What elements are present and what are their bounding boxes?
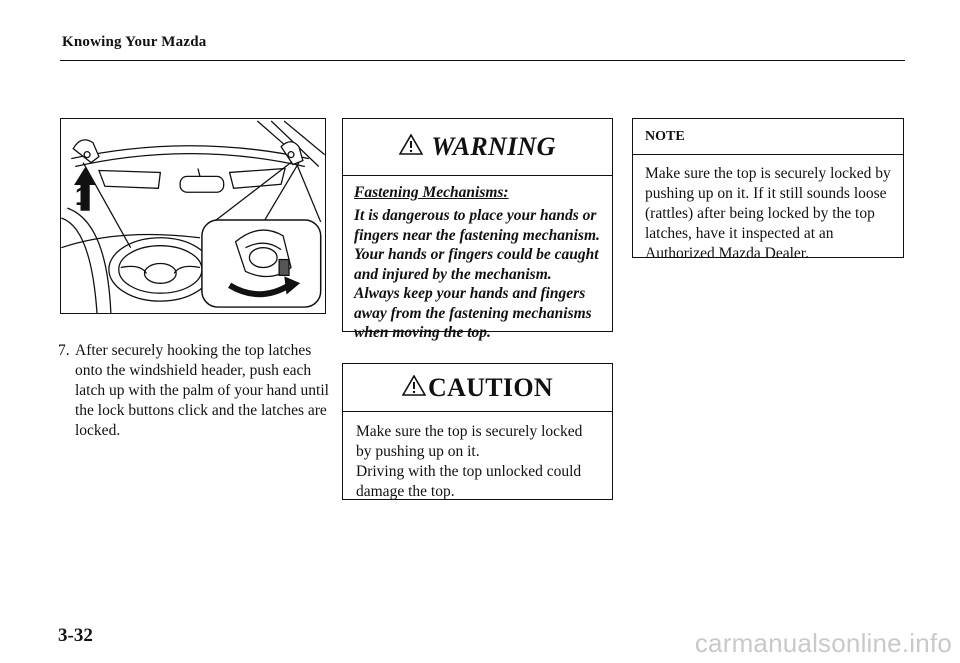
warning-title: WARNING (431, 132, 556, 161)
note-box (632, 118, 904, 262)
step-text: After securely hooking the top latches onto the windshield header, push each latch up with the palm of your hand until the lock buttons click and the latches are locked. (75, 342, 329, 439)
note-title: NOTE (645, 128, 685, 144)
step-number: 7. (58, 342, 70, 359)
page-number: 3-32 (58, 625, 93, 646)
warning-box (342, 118, 613, 341)
caution-title: CAUTION (428, 372, 553, 402)
warning-triangle-icon (399, 134, 423, 160)
caution-header (343, 364, 612, 412)
arrow-number-label: 1 (75, 181, 90, 211)
caution-triangle-icon (402, 375, 426, 401)
warning-subtitle: Fastening Mechanisms: (354, 184, 509, 201)
caution-box (342, 363, 613, 500)
warning-header (343, 119, 612, 176)
warning-text: It is dangerous to place your hands or fingers near the fastening mechanism. Your hands or fingers could be caught and injured by the mechanism. Always keep your hands and fingers away from the fastening mechanisms when moving the top. (354, 207, 600, 341)
caution-text-1: Make sure the top is securely locked by pushing up on it. (356, 423, 583, 460)
caution-text-2: Driving with the top unlocked could damage the top. (356, 463, 582, 500)
latch-illustration (60, 118, 326, 314)
note-header (633, 119, 903, 155)
instruction-step (58, 341, 333, 441)
header-divider (60, 60, 905, 61)
page-header-title: Knowing Your Mazda (62, 34, 207, 50)
note-text: Make sure the top is securely locked by pushing up on it. If it still sounds loose (rattles) after being locked by the top latches, have it inspected at an Authorized Mazda Dealer. (645, 165, 891, 262)
watermark-link[interactable]: carmanualsonline.info (694, 628, 952, 658)
